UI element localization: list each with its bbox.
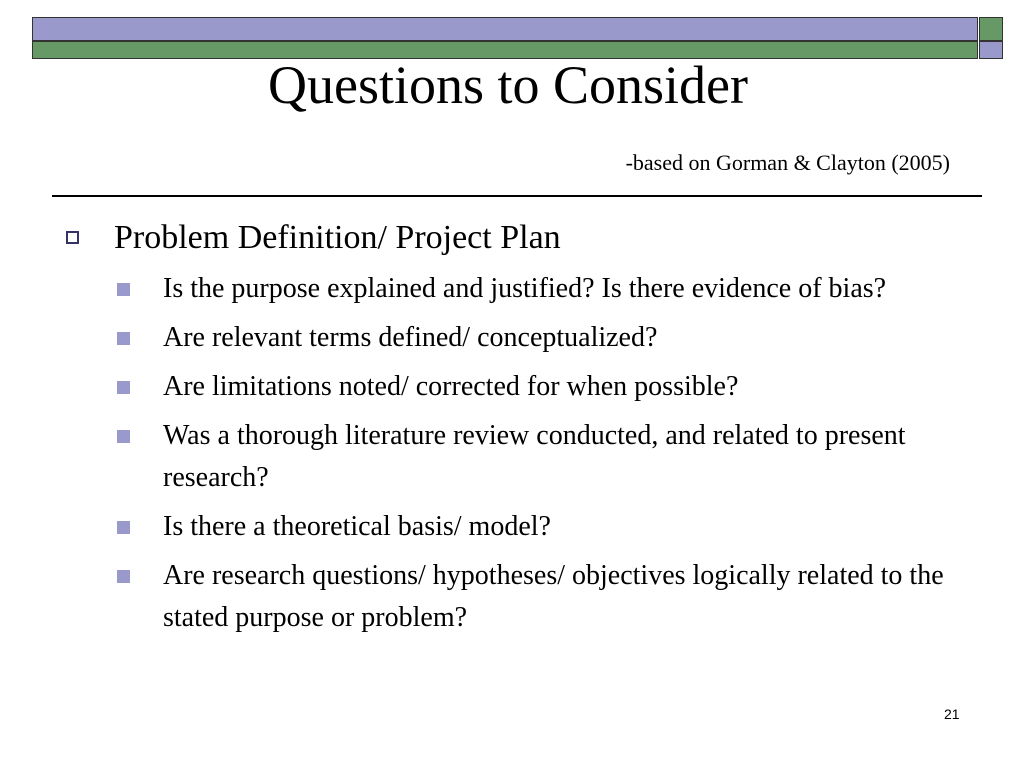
page-number: 21: [944, 706, 960, 722]
list-item-text: Are relevant terms defined/ conceptualized?: [163, 322, 658, 353]
square-bullet-icon: [117, 521, 130, 534]
list-item: [0, 415, 953, 499]
list-item: [0, 506, 953, 548]
section-heading: Problem Definition/ Project Plan: [114, 219, 561, 256]
square-bullet-icon: [117, 332, 130, 345]
title-divider: [52, 195, 982, 197]
square-bullet-icon: [117, 283, 130, 296]
list-item-text: Is the purpose explained and justified? Is there evidence of bias?: [163, 273, 887, 304]
square-bullet-icon: [117, 381, 130, 394]
square-bullet-icon: [117, 430, 130, 443]
list-item: [0, 555, 953, 639]
square-bullet-icon: [117, 570, 130, 583]
list-item-text: Are limitations noted/ corrected for when possible?: [163, 371, 739, 402]
header-square-green: [979, 17, 1003, 41]
hollow-square-bullet-icon: [66, 231, 79, 244]
list-item: [0, 268, 953, 310]
list-item-text: Are research questions/ hypotheses/ objectives logically related to the stated purpose or problem?: [163, 560, 944, 633]
list-item: [0, 366, 953, 408]
header-bar-lavender: [32, 17, 978, 41]
list-item-text: Is there a theoretical basis/ model?: [163, 511, 551, 542]
question-list: [0, 268, 1024, 646]
list-item: [0, 317, 953, 359]
slide-title: Questions to Consider: [268, 55, 748, 115]
slide-subtitle: -based on Gorman & Clayton (2005): [625, 150, 950, 175]
list-item-text: Was a thorough literature review conducted, and related to present research?: [163, 420, 906, 493]
